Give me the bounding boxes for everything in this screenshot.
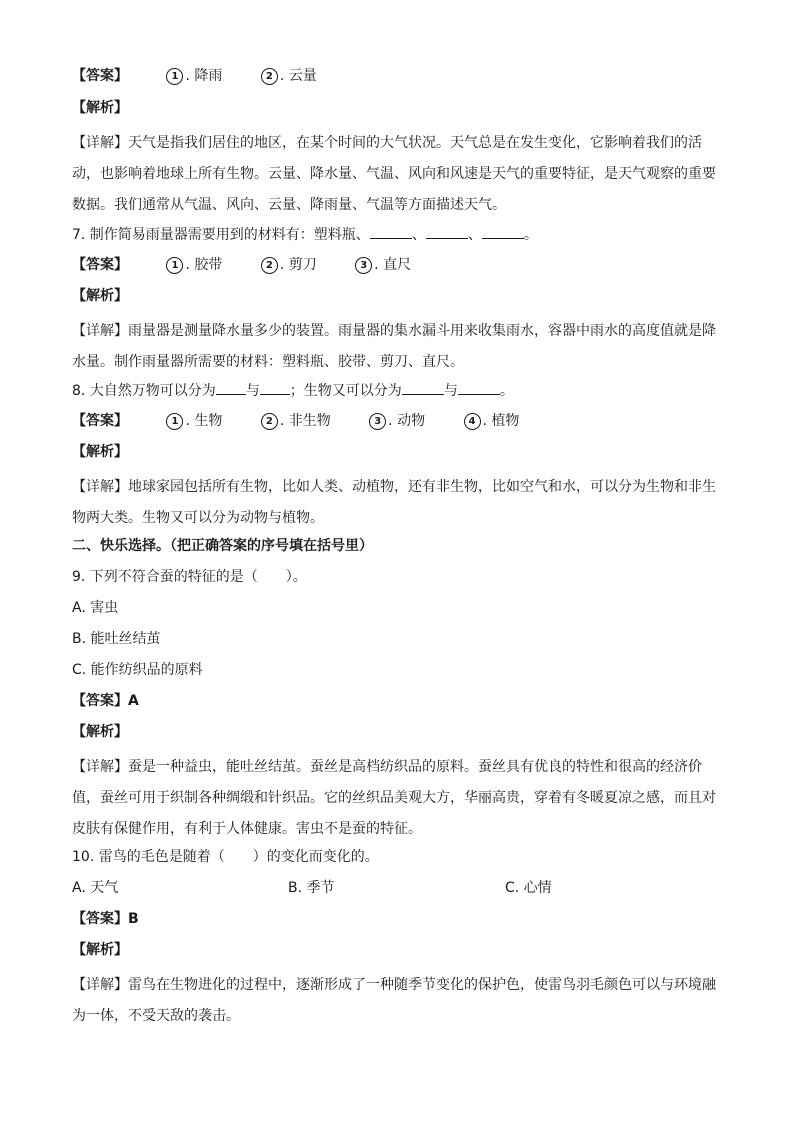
answer-item: 1 . 生物: [166, 411, 222, 431]
q7-answer-row: [72, 255, 411, 275]
blank[interactable]: [402, 380, 444, 395]
answer-label: 【答案】: [72, 257, 128, 273]
q9-detail: 【详解】蚕是一种益虫，能吐丝结茧。蚕丝是高档纺织品的原料。蚕丝具有优良的特性和很高的经济价值，蚕丝可用于织制各种绸缎和针织品。它的丝织品美观大方，华丽高贵，穿着有冬暖夏凉之感，而且对皮肤有保健作用，有利于人体健康。害虫不是蚕的特征。: [72, 759, 716, 837]
section-title: 二、快乐选择。（把正确答案的序号填在括号里）: [72, 538, 373, 554]
answer-item: 4 . 植物: [464, 411, 520, 431]
answer-item: 2 . 非生物: [261, 411, 331, 431]
blank[interactable]: [370, 224, 412, 239]
answer-label: 【答案】: [72, 68, 128, 84]
q6-detail: 【详解】天气是指我们居住的地区，在某个时间的大气状况。天气总是在发生变化，它影响着我们的活动，也影响着地球上所有生物。云量、降水量、气温、风向和风速是天气的重要特征，是天气观察的重要数据。我们通常从气温、风向、云量、降雨量、气温等方面描述天气。: [72, 135, 716, 213]
blank[interactable]: [482, 224, 524, 239]
q8-question: 8. 大自然万物可以分为 与 ；生物又可以分为 与 。: [72, 380, 514, 401]
answer-item: 2 . 剪刀: [261, 255, 317, 275]
answer-item: 3 . 直尺: [355, 255, 411, 275]
answer-item: 2 . 云量: [261, 66, 317, 86]
q10-detail: 【详解】雷鸟在生物进化的过程中，逐渐形成了一种随季节变化的保护色，使雷鸟羽毛颜色可以与环境融为一体，不受天敌的袭击。: [72, 977, 716, 1024]
blank[interactable]: [260, 380, 290, 395]
q10-question: 10. 雷鸟的毛色是随着（ ）的变化而变化的。: [72, 849, 379, 865]
q9-option-c: C. 能作纺织品的原料: [72, 662, 203, 678]
q7-question: 7. 制作简易雨量器需要用到的材料有：塑料瓶、 、 、 。: [72, 224, 538, 245]
q10-answer: 【答案】B: [72, 911, 139, 927]
analysis-label: 【解析】: [72, 724, 128, 740]
blank[interactable]: [458, 380, 500, 395]
q10-option-b: B. 季节: [288, 880, 335, 896]
q6-answer-row: [72, 66, 317, 86]
answer-label: 【答案】: [72, 413, 128, 429]
q9-question: 9. 下列不符合蚕的特征的是（ ）。: [72, 569, 307, 585]
q10-option-c: C. 心情: [505, 880, 552, 896]
q8-detail: 【详解】地球家园包括所有生物，比如人类、动植物，还有非生物，比如空气和水，可以分为生物和非生物两大类。生物又可以分为动物与植物。: [72, 479, 716, 526]
blank[interactable]: [216, 380, 246, 395]
q10-option-a: A. 天气: [72, 880, 119, 896]
analysis-label: 【解析】: [72, 942, 128, 958]
q9-answer: 【答案】A: [72, 693, 139, 709]
answer-item: 1 . 胶带: [166, 255, 222, 275]
q7-detail: 【详解】雨量器是测量降水量多少的装置。雨量器的集水漏斗用来收集雨水，容器中雨水的高度值就是降水量。制作雨量器所需要的材料：塑料瓶、胶带、剪刀、直尺。: [72, 323, 716, 370]
analysis-label: 【解析】: [72, 100, 128, 116]
q8-answer-row: [72, 411, 519, 431]
answer-item: 3 . 动物: [369, 411, 425, 431]
q9-option-b: B. 能吐丝结茧: [72, 631, 161, 647]
q9-option-a: A. 害虫: [72, 600, 119, 616]
answer-item: 1 . 降雨: [166, 66, 222, 86]
blank[interactable]: [426, 224, 468, 239]
analysis-label: 【解析】: [72, 288, 128, 304]
analysis-label: 【解析】: [72, 444, 128, 460]
